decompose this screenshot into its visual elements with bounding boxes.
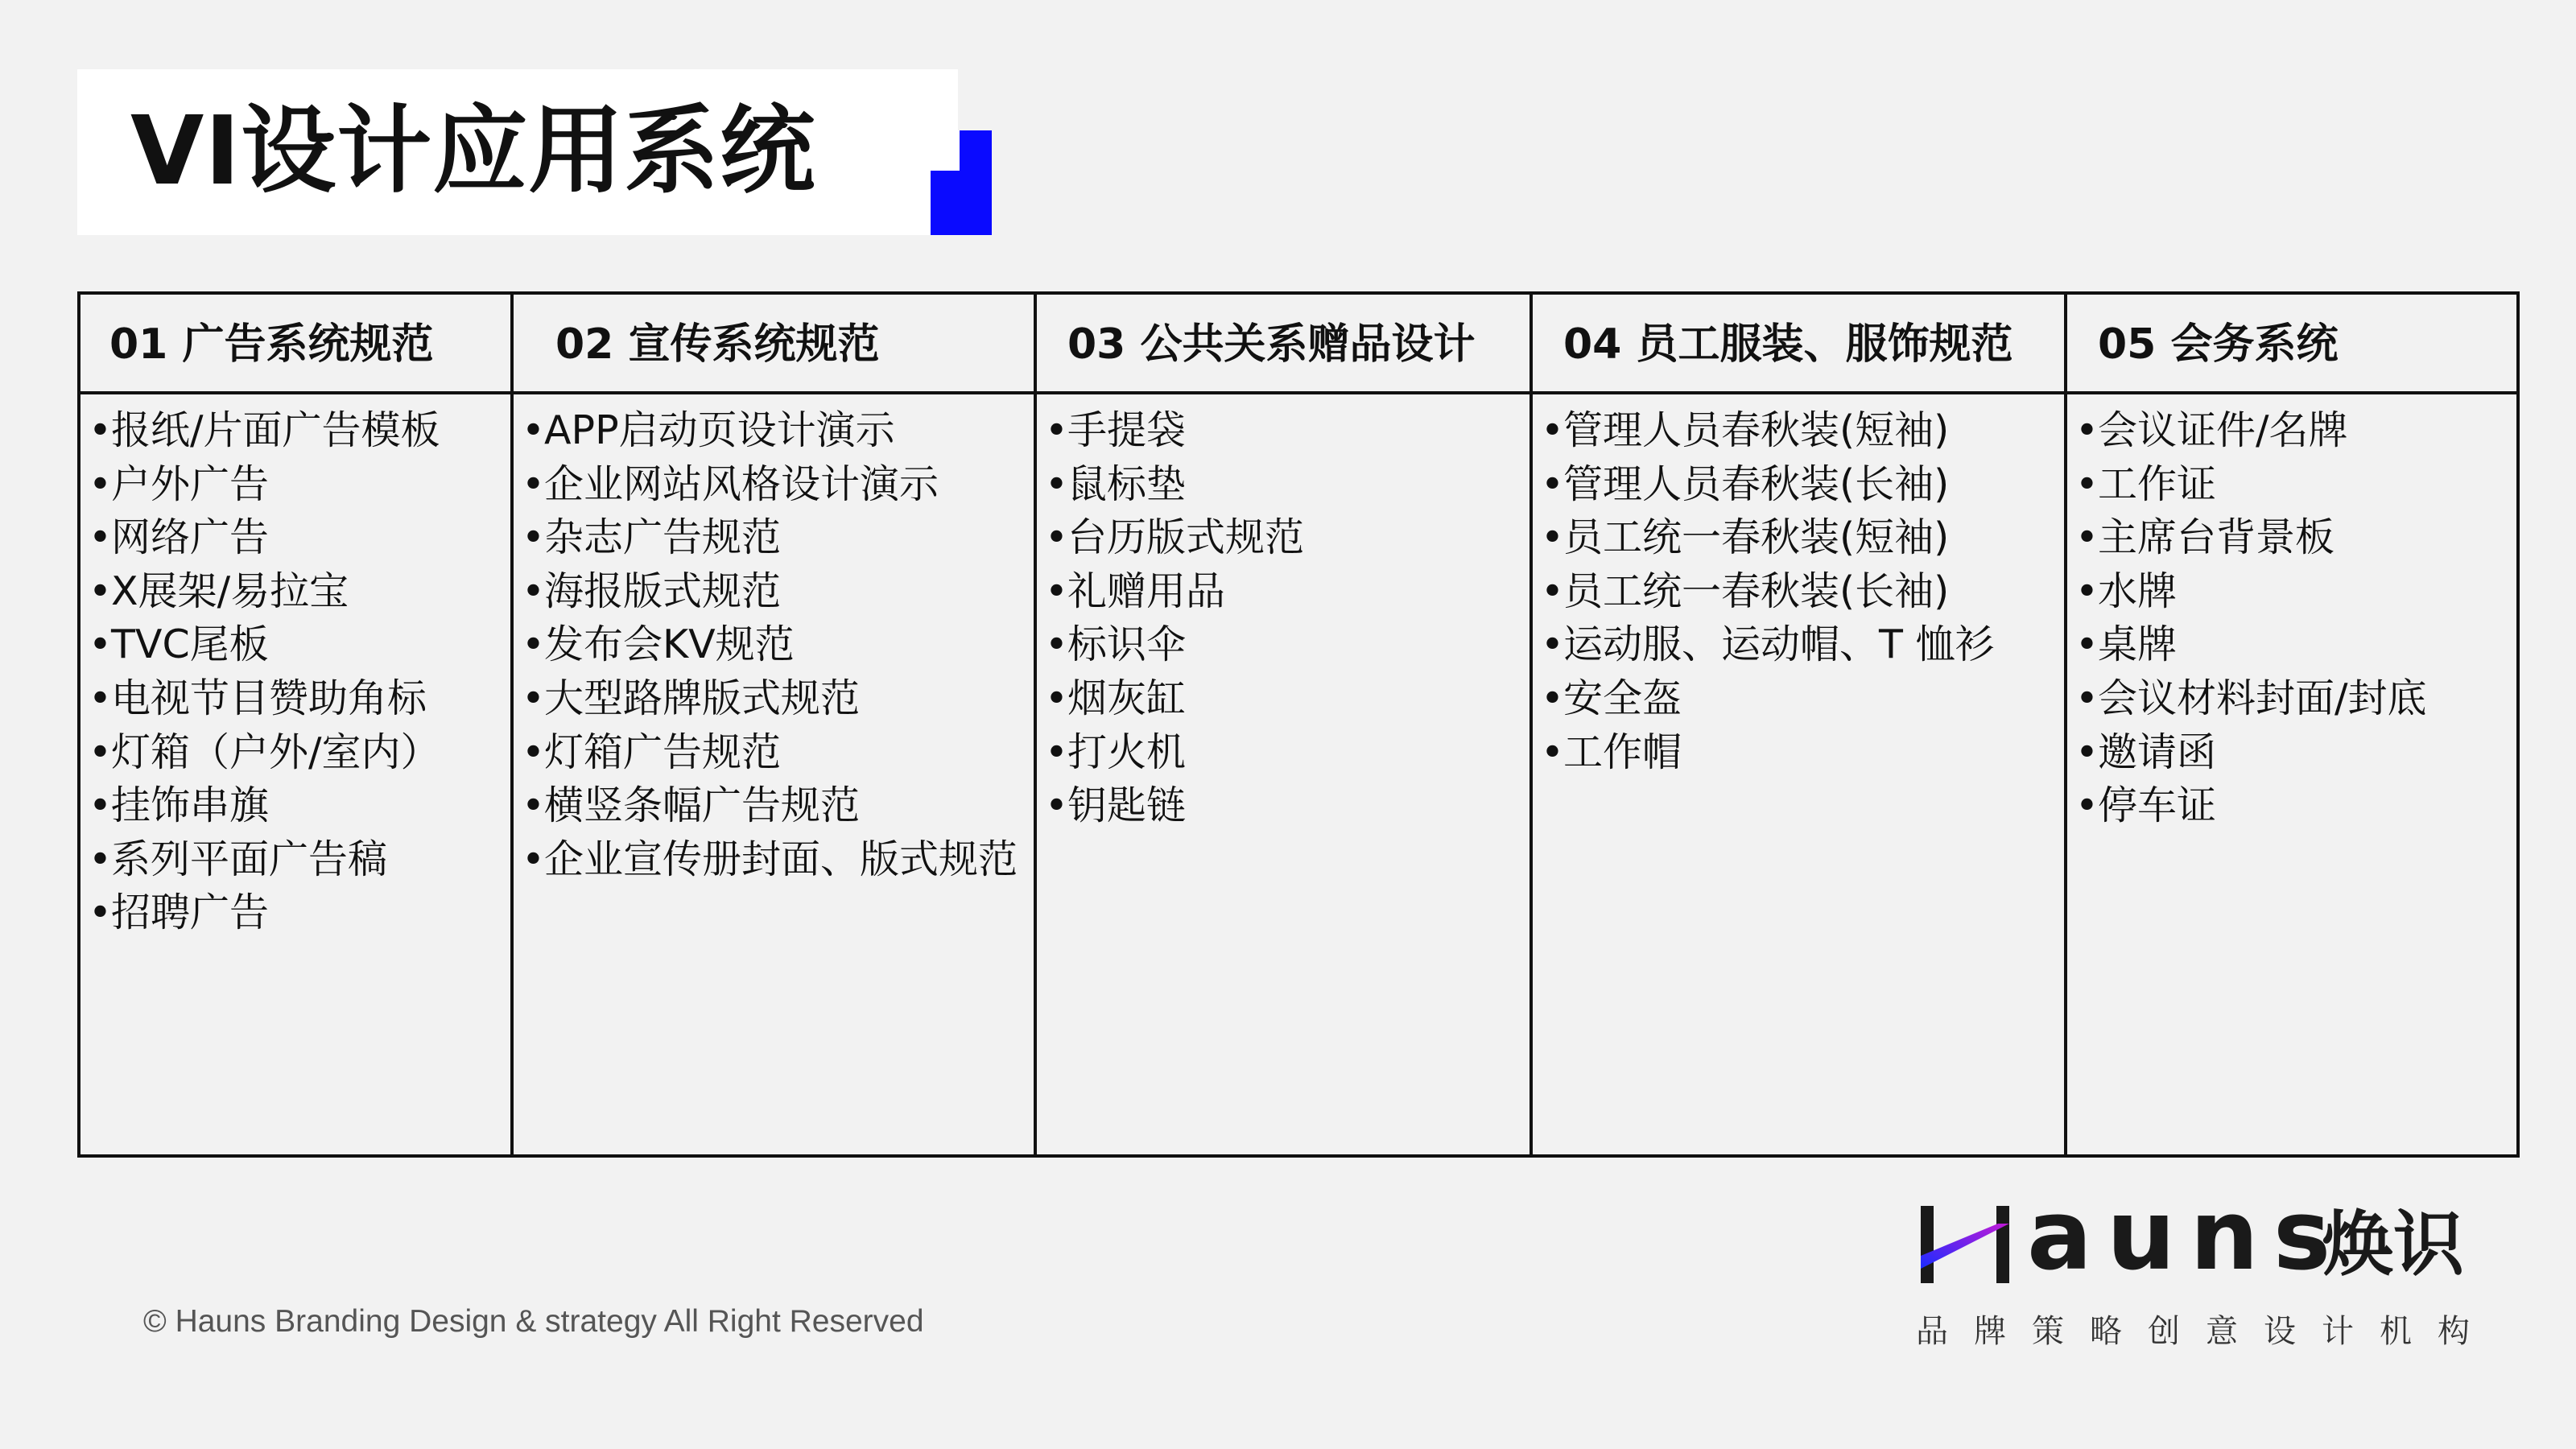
list-item: •网络广告 (89, 514, 270, 561)
list-item: •报纸/片面广告模板 (89, 407, 440, 453)
copyright-notice: © Hauns Branding Design & strategy All Right Reserved (143, 1304, 924, 1339)
list-item: •管理人员春秋装(短袖) (1541, 407, 1950, 453)
title-accent-notch (931, 130, 960, 171)
list-item: •发布会KV规范 (522, 621, 795, 668)
list-item: •横竖条幅广告规范 (522, 782, 861, 829)
column-item-list (2067, 394, 2516, 833)
list-item: •钥匙链 (1045, 782, 1187, 829)
brand-logo (1908, 1180, 2496, 1360)
list-item: •TVC尾板 (89, 621, 269, 668)
list-item: •X展架/易拉宝 (89, 568, 349, 614)
list-item: •员工统一春秋装(长袖) (1541, 568, 1950, 614)
list-item: •杂志广告规范 (522, 514, 782, 561)
title-box (77, 69, 958, 235)
column-item-list (1533, 394, 2064, 779)
list-item: •会议证件/名牌 (2075, 407, 2348, 453)
list-item: •员工统一春秋装(短袖) (1541, 514, 1950, 561)
column-item-list (80, 394, 510, 940)
list-item: •挂饰串旗 (89, 782, 270, 829)
list-item: •主席台背景板 (2075, 514, 2335, 561)
column-header: 04 员工服装、服饰规范 (1533, 295, 2064, 394)
column-conference (2067, 295, 2516, 1154)
vi-system-table (77, 291, 2520, 1158)
column-advertising (80, 295, 514, 1154)
list-item: •企业网站风格设计演示 (522, 460, 939, 507)
list-item: •水牌 (2075, 568, 2178, 614)
list-item: •停车证 (2075, 782, 2217, 829)
list-item: •灯箱（户外/室内） (89, 729, 440, 775)
column-item-list (1037, 394, 1530, 833)
list-item: •鼠标垫 (1045, 460, 1187, 507)
column-staff-uniforms (1533, 295, 2067, 1154)
list-item: •系列平面广告稿 (89, 836, 388, 882)
list-item: •工作帽 (1541, 729, 1682, 775)
list-item: •桌牌 (2075, 621, 2178, 668)
logo-tagline: 品牌策略创意设计机构 (1916, 1313, 2496, 1350)
list-item: •招聘广告 (89, 890, 270, 936)
list-item: •电视节目赞助角标 (89, 675, 427, 721)
hauns-h-mark-icon (1914, 1199, 2027, 1288)
list-item: •企业宣传册封面、版式规范 (522, 836, 1018, 882)
list-item: •APP启动页设计演示 (522, 407, 895, 453)
column-item-list (514, 394, 1034, 886)
list-item: •手提袋 (1045, 407, 1187, 453)
column-header: 05 会务系统 (2067, 295, 2516, 394)
list-item: •安全盔 (1541, 675, 1682, 721)
list-item: •会议材料封面/封底 (2075, 675, 2427, 721)
list-item: •运动服、运动帽、T 恤衫 (1541, 621, 1995, 668)
list-item: •打火机 (1045, 729, 1187, 775)
column-pr-gifts (1037, 295, 1533, 1154)
column-header: 03 公共关系赠品设计 (1037, 295, 1530, 394)
logo-chinese-name: 焕识 (2322, 1203, 2465, 1286)
column-header: 02 宣传系统规范 (514, 295, 1034, 394)
page-title: VI设计应用系统 (130, 95, 816, 206)
list-item: •海报版式规范 (522, 568, 782, 614)
list-item: •管理人员春秋装(长袖) (1541, 460, 1950, 507)
column-header: 01 广告系统规范 (80, 295, 510, 394)
logo-wordmark: auns (2027, 1180, 2346, 1292)
list-item: •烟灰缸 (1045, 675, 1187, 721)
list-item: •灯箱广告规范 (522, 729, 782, 775)
list-item: •台历版式规范 (1045, 514, 1305, 561)
list-item: •标识伞 (1045, 621, 1187, 668)
list-item: •礼赠用品 (1045, 568, 1226, 614)
list-item: •户外广告 (89, 460, 270, 507)
column-promotion (514, 295, 1037, 1154)
list-item: •邀请函 (2075, 729, 2217, 775)
list-item: •大型路牌版式规范 (522, 675, 861, 721)
list-item: •工作证 (2075, 460, 2217, 507)
